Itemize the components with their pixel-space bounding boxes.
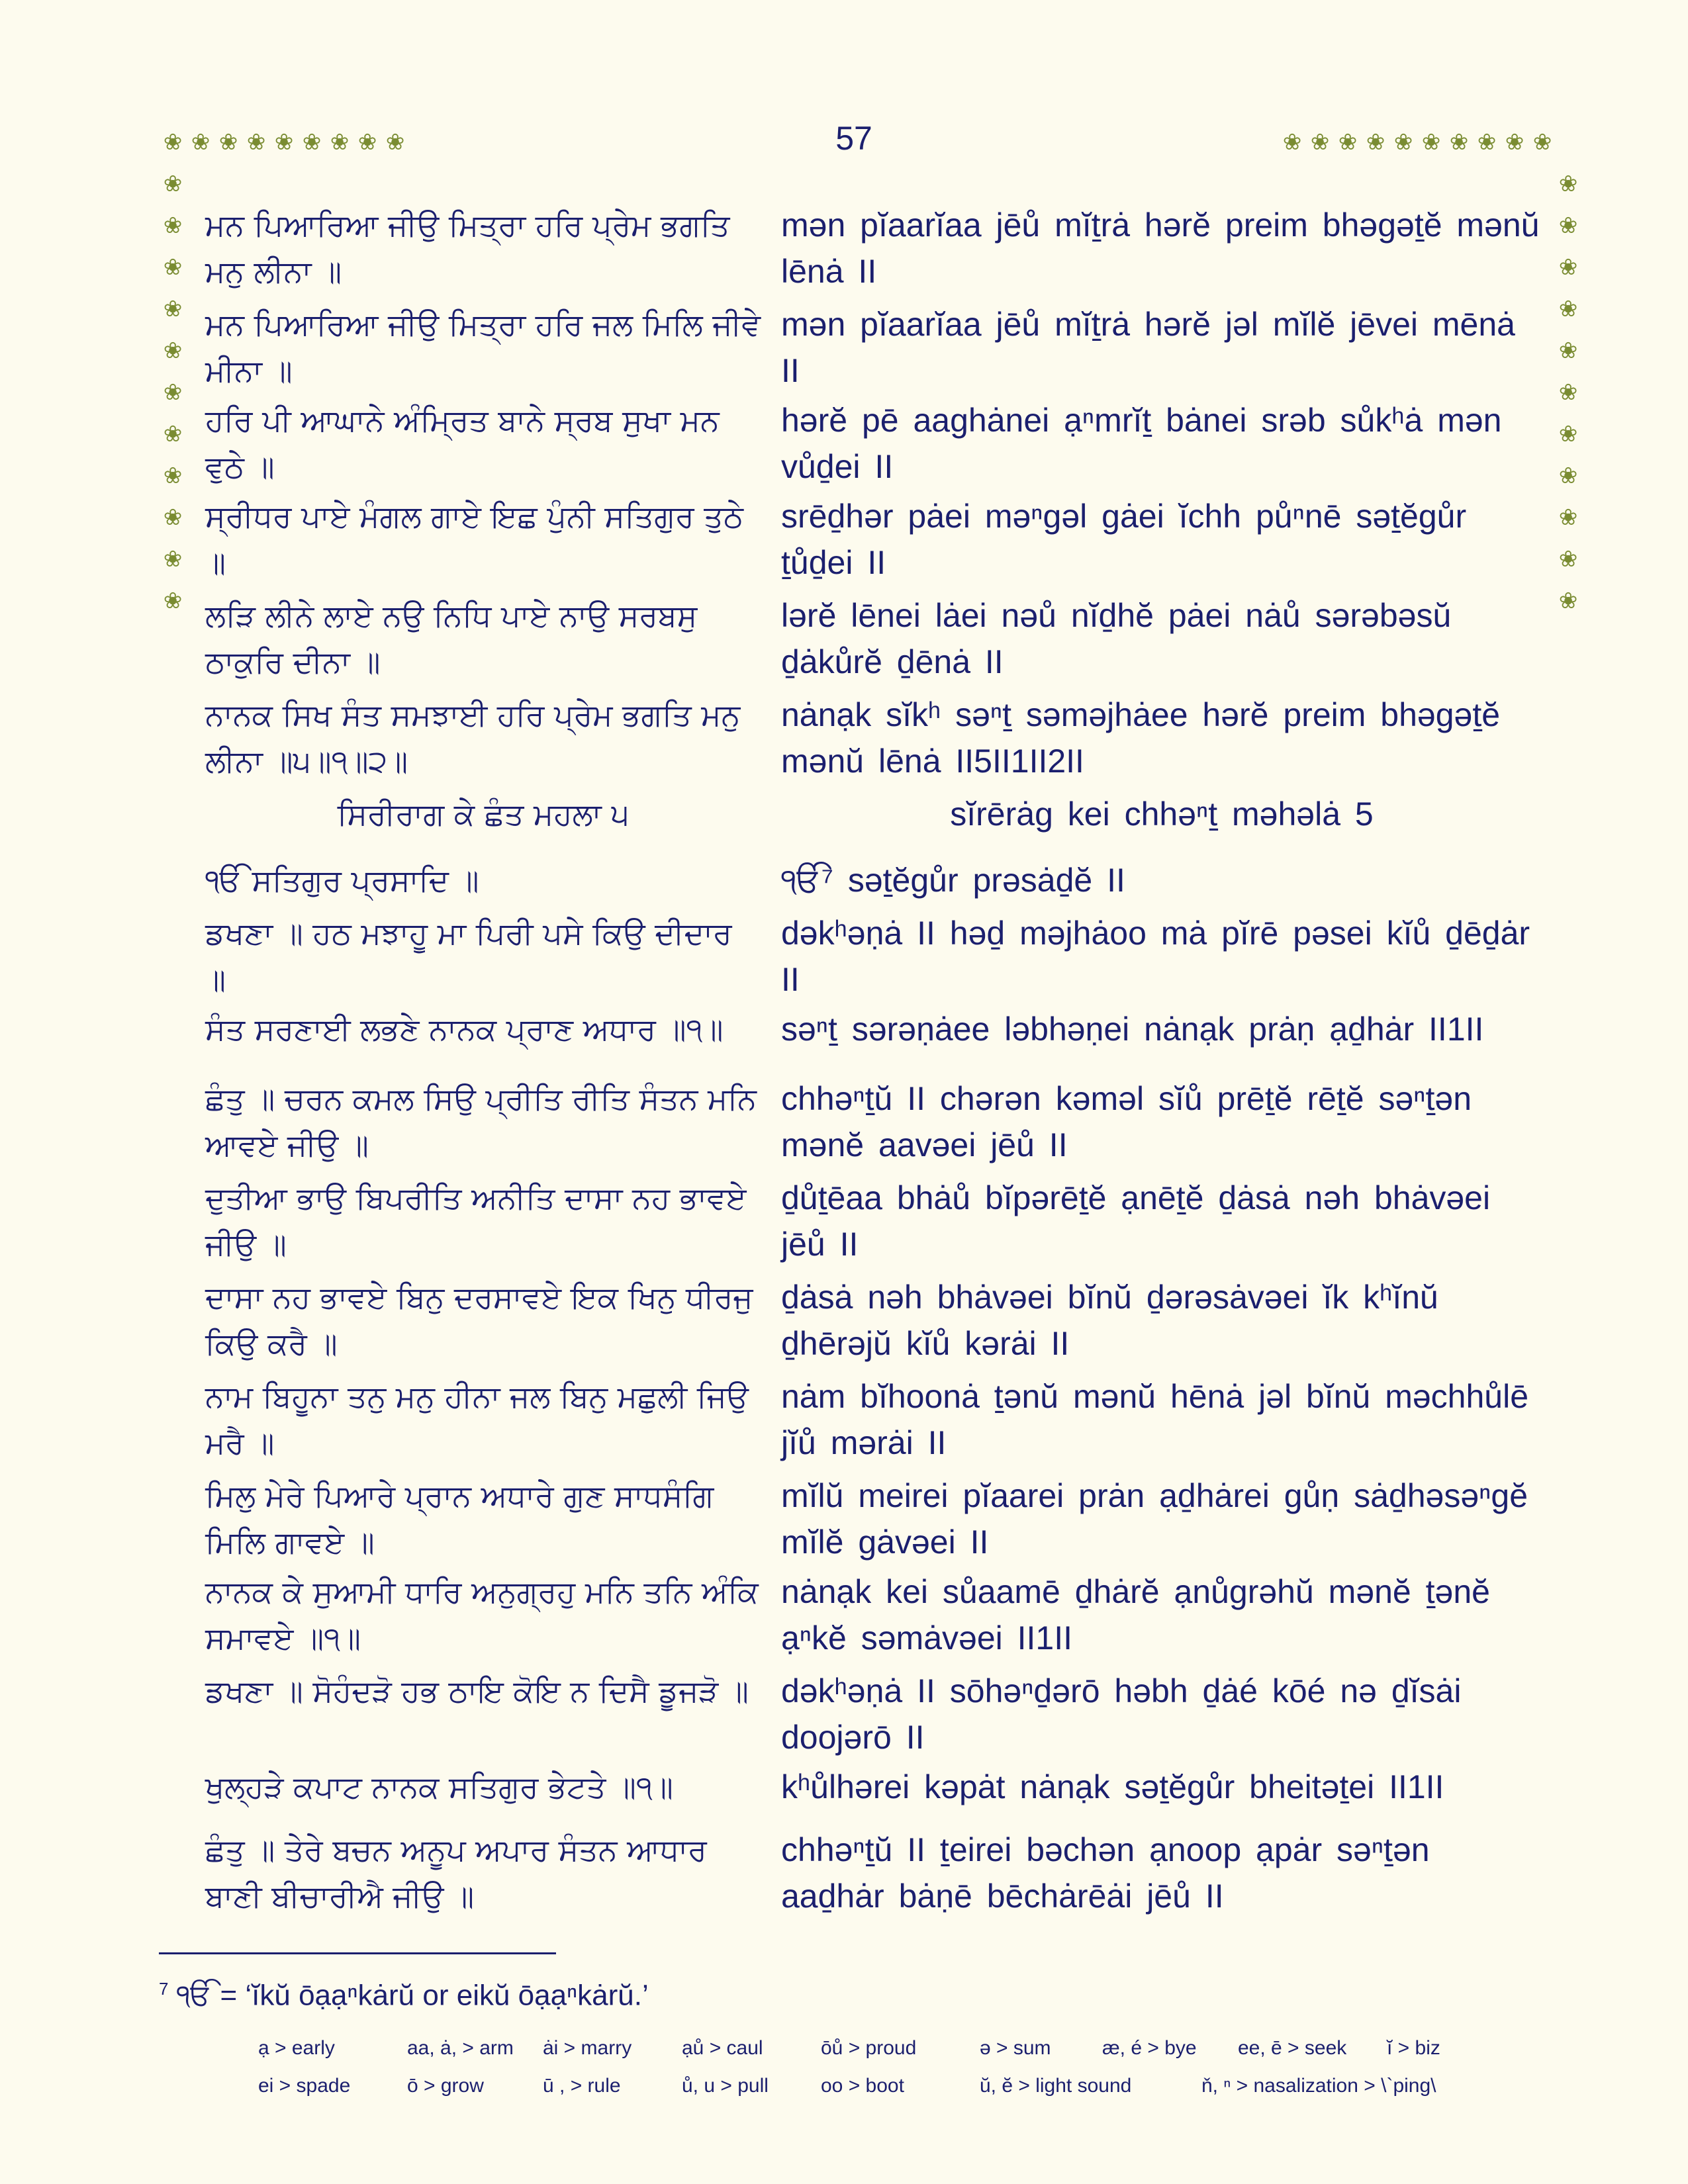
key-item: ə > sum: [980, 2037, 1051, 2059]
flower-ornament-icon: ❀: [1558, 546, 1578, 572]
flower-ornament-icon: ❀: [163, 504, 183, 531]
transliteration-line: nȧnạk sĭkʰ səⁿṯ səməjhȧee hərĕ preim bhəgəṯĕ mənŭ lēnȧ II5II1II2II: [781, 696, 1501, 780]
flower-ornament-icon: ❀: [1477, 129, 1497, 156]
flower-ornament-icon: ❀: [1558, 504, 1578, 531]
transliteration-line: kʰůlhərei kəpȧt nȧnạk səṯĕgůr bheitəṯei II1II: [781, 1768, 1444, 1805]
key-item: ū , > rule: [543, 2075, 621, 2097]
flower-ornament-icon: ❀: [163, 588, 183, 614]
key-item: ň, ⁿ > nasalization > \`ping\: [1201, 2075, 1436, 2097]
flower-ornament-icon: ❀: [163, 338, 183, 364]
footnote: [159, 1979, 1483, 2013]
key-item: ō > grow: [407, 2075, 484, 2097]
flower-ornament-icon: ❀: [163, 379, 183, 406]
key-item: ạů > caul: [682, 2037, 763, 2059]
transliteration-line: mən pĭaarĭaa jēů mĭṯrȧ hərĕ preim bhəgəṯĕ mənŭ lēnȧ II: [781, 206, 1540, 290]
flower-ornament-icon: ❀: [246, 129, 266, 156]
key-item: ee, ē > seek: [1238, 2037, 1347, 2059]
flower-ornament-icon: ❀: [1558, 421, 1578, 447]
transliteration-line: ੴ⁷ səṯĕgůr prəsȧḏĕ II: [781, 862, 1125, 899]
key-item: ōů > proud: [821, 2037, 917, 2059]
flower-ornament-icon: ❀: [1558, 379, 1578, 406]
flower-ornament-icon: ❀: [1449, 129, 1469, 156]
transliteration-line: nȧnạk kei sůaamē ḏhȧrĕ ạnůgrəhŭ mənĕ ṯənĕ ạⁿkĕ səmȧvəei II1II: [781, 1573, 1490, 1657]
transliteration-line: hərĕ pē aaghȧnei ạⁿmrĭṯ bȧnei srəb sůkʰȧ mən vůḏei II: [781, 402, 1502, 485]
transliteration-line: lərĕ lēnei lȧei nəů nĭḏhĕ pȧei nȧů sərəbəsŭ ḏȧkůrĕ ḏēnȧ II: [781, 597, 1452, 680]
flower-ornament-icon: ❀: [357, 129, 377, 156]
heading-transliteration: sĭrērȧg kei chhəⁿṯ məhəlȧ 5: [950, 796, 1374, 833]
gurmukhi-line: ਡਖਣਾ ॥ ਸੋਹੰਦੜੋ ਹਭ ਠਾਇ ਕੋਇ ਨ ਦਿਸੈ ਡੂਜੜੋ ॥: [205, 1673, 749, 1709]
gurmukhi-line: ਖੁਲ੍ਹੜੇ ਕਪਾਟ ਨਾਨਕ ਸਤਿਗੁਰ ਭੇਟਤੇ ॥੧॥: [205, 1769, 673, 1805]
transliteration-line: dəkʰəṇȧ II həḏ məjhȧoo mȧ pĭrē pəsei kĭů ḏēḏȧr II: [781, 915, 1530, 998]
gurmukhi-line: ਦੁਤੀਆ ਭਾਉ ਬਿਪਰੀਤਿ ਅਨੀਤਿ ਦਾਸਾ ਨਹ ਭਾਵਏ ਜੀਉ ॥: [205, 1180, 747, 1262]
gurmukhi-line: ਲੜਿ ਲੀਨੇ ਲਾਏ ਨਉ ਨਿਧਿ ਪਾਏ ਨਾਉ ਸਰਬਸੁ ਠਾਕੁਰਿ ਦੀਨਾ ॥: [205, 598, 698, 680]
footnote-marker: 7: [159, 1979, 169, 1999]
gurmukhi-line: ਹਰਿ ਪੀ ਆਘਾਨੇ ਅੰਮ੍ਰਿਤ ਬਾਨੇ ਸ੍ਰਬ ਸੁਖਾ ਮਨ ਵੁਠੇ ॥: [205, 402, 720, 484]
flower-ornament-icon: ❀: [163, 254, 183, 281]
flower-ornament-icon: ❀: [1282, 129, 1302, 156]
flower-ornament-icon: ❀: [163, 546, 183, 572]
transliteration-line: chhəⁿṯŭ II ṯeirei bəchən ạnoop ạpȧr səⁿṯən aaḏhȧr bȧṇē bēchȧrēȧi jēů II: [781, 1831, 1430, 1915]
flower-ornament-icon: ❀: [163, 129, 183, 156]
gurmukhi-line: ਡਖਣਾ ॥ ਹਠ ਮਝਾਹੂ ਮਾ ਪਿਰੀ ਪਸੇ ਕਿਉ ਦੀਦਾਰ ॥: [205, 915, 732, 997]
flower-ornament-icon: ❀: [385, 129, 405, 156]
flower-ornament-icon: ❀: [1393, 129, 1413, 156]
flower-ornament-icon: ❀: [330, 129, 350, 156]
flower-ornament-icon: ❀: [218, 129, 238, 156]
gurmukhi-line: ਸ੍ਰੀਧਰ ਪਾਏ ਮੰਗਲ ਗਾਏ ਇਛ ਪੁੰਨੀ ਸਤਿਗੁਰ ਤੁਠੇ ॥: [205, 498, 743, 580]
gurmukhi-line: ਛੰਤੁ ॥ ਚਰਨ ਕਮਲ ਸਿਉ ਪ੍ਰੀਤਿ ਰੀਤਿ ਸੰਤਨ ਮਨਿ ਆਵਏ ਜੀਉ ॥: [205, 1081, 757, 1163]
flower-ornament-icon: ❀: [1558, 338, 1578, 364]
key-item: ei > spade: [258, 2075, 351, 2097]
flower-ornament-icon: ❀: [1558, 254, 1578, 281]
heading-gurmukhi: ਸਿਰੀਰਾਗ ਕੇ ਛੰਤ ਮਹਲਾ ੫: [337, 796, 630, 832]
flower-ornament-icon: ❀: [1558, 171, 1578, 197]
flower-ornament-icon: ❀: [1421, 129, 1441, 156]
transliteration-line: ḏȧsȧ nəh bhȧvəei bĭnŭ ḏərəsȧvəei ĭk kʰĭnŭ ḏhērəjŭ kĭů kərȧi II: [781, 1279, 1438, 1362]
flower-ornament-icon: ❀: [163, 171, 183, 197]
flower-ornament-icon: ❀: [1558, 588, 1578, 614]
gurmukhi-line: ੴ ਸਤਿਗੁਰ ਪ੍ਰਸਾਦਿ ॥: [205, 862, 479, 898]
flower-ornament-icon: ❀: [1558, 212, 1578, 239]
flower-ornament-icon: ❀: [1505, 129, 1524, 156]
flower-ornament-icon: ❀: [1338, 129, 1358, 156]
key-item: oo > boot: [821, 2075, 904, 2097]
flower-ornament-icon: ❀: [1558, 296, 1578, 322]
key-item: ĭ > biz: [1387, 2037, 1440, 2059]
key-item: ȧi > marry: [543, 2037, 632, 2059]
key-item: aa, ȧ, > arm: [407, 2037, 514, 2059]
flower-ornament-icon: ❀: [1366, 129, 1385, 156]
transliteration-line: mĭlŭ meirei pĭaarei prȧn ạḏhȧrei gůṇ sȧḏhəsəⁿgĕ mĭlĕ gȧvəei II: [781, 1477, 1528, 1561]
gurmukhi-line: ਮਨ ਪਿਆਰਿਆ ਜੀਉ ਮਿਤ੍ਰਾ ਹਰਿ ਪ੍ਰੇਮ ਭਗਤਿ ਮਨੁ ਲੀਨਾ ॥: [205, 207, 730, 289]
flower-ornament-icon: ❀: [163, 296, 183, 322]
gurmukhi-line: ਛੰਤੁ ॥ ਤੇਰੇ ਬਚਨ ਅਨੂਪ ਅਪਾਰ ਸੰਤਨ ਆਧਾਰ ਬਾਣੀ ਬੀਚਾਰੀਐ ਜੀਉ ॥: [205, 1832, 707, 1914]
gurmukhi-line: ਮਿਲੁ ਮੇਰੇ ਪਿਆਰੇ ਪ੍ਰਾਨ ਅਧਾਰੇ ਗੁਣ ਸਾਧਸੰਗਿ ਮਿਲਿ ਗਾਵਏ ॥: [205, 1478, 714, 1560]
transliteration-line: mən pĭaarĭaa jēů mĭṯrȧ hərĕ jəl mĭlĕ jēvei mēnȧ II: [781, 306, 1515, 389]
flower-ornament-icon: ❀: [163, 421, 183, 447]
gurmukhi-line: ਨਾਮ ਬਿਹੂਨਾ ਤਨੁ ਮਨੁ ਹੀਨਾ ਜਲ ਬਿਨੁ ਮਛੁਲੀ ਜਿਉ ਮਰੈ ॥: [205, 1379, 749, 1461]
flower-ornament-icon: ❀: [163, 463, 183, 489]
footnote-text: ੴ = ‘ĭkŭ ōạạⁿkȧrŭ or eikŭ ōạạⁿkȧrŭ.’: [176, 1979, 649, 2012]
transliteration-line: dəkʰəṇȧ II sōhəⁿḏərō həbh ḏȧé kōé nə ḏĭsȧi doojərō II: [781, 1672, 1462, 1756]
flower-ornament-icon: ❀: [302, 129, 322, 156]
key-item: ạ > early: [258, 2037, 335, 2059]
transliteration-line: səⁿṯ sərəṇȧee ləbhəṇei nȧnạk prȧṇ ạḏhȧr II1II: [781, 1011, 1484, 1048]
flower-ornament-icon: ❀: [163, 212, 183, 239]
gurmukhi-line: ਮਨ ਪਿਆਰਿਆ ਜੀਉ ਮਿਤ੍ਰਾ ਹਰਿ ਜਲ ਮਿਲਿ ਜੀਵੇ ਮੀਨਾ ॥: [205, 306, 761, 388]
key-item: ů, u > pull: [682, 2075, 769, 2097]
flower-ornament-icon: ❀: [1310, 129, 1330, 156]
key-item: ŭ, ĕ > light sound: [980, 2075, 1132, 2097]
footnote-divider: [159, 1952, 556, 1954]
transliteration-line: chhəⁿṯŭ II chərən kəməl sĭů prēṯĕ rēṯĕ səⁿṯən mənĕ aavəei jēů II: [781, 1080, 1472, 1163]
flower-ornament-icon: ❀: [1532, 129, 1552, 156]
flower-ornament-icon: ❀: [1558, 463, 1578, 489]
gurmukhi-line: ਸੰਤ ਸਰਣਾਈ ਲਭਣੇ ਨਾਨਕ ਪ੍ਰਾਣ ਅਧਾਰ ॥੧॥: [205, 1011, 724, 1047]
transliteration-line: srēḏhər pȧei məⁿgəl gȧei ĭchh půⁿnē səṯĕgůr ṯůḏei II: [781, 498, 1467, 581]
gurmukhi-line: ਨਾਨਕ ਸਿਖ ਸੰਤ ਸਮਝਾਈ ਹਰਿ ਪ੍ਰੇਮ ਭਗਤਿ ਮਨੁ ਲੀਨਾ ॥੫॥੧॥੨॥: [205, 697, 741, 779]
gurmukhi-line: ਦਾਸਾ ਨਹ ਭਾਵਏ ਬਿਨੁ ਦਰਸਾਵਏ ਇਕ ਖਿਨੁ ਧੀਰਜੁ ਕਿਉ ਕਰੈ ॥: [205, 1279, 753, 1361]
transliteration-line: ḏůṯēaa bhȧů bĭpərēṯĕ ạnēṯĕ ḏȧsȧ nəh bhȧvəei jēů II: [781, 1179, 1491, 1263]
flower-ornament-icon: ❀: [274, 129, 294, 156]
gurmukhi-line: ਨਾਨਕ ਕੇ ਸੁਆਮੀ ਧਾਰਿ ਅਨੁਗ੍ਰਹੁ ਮਨਿ ਤਨਿ ਅੰਕਿ ਸਮਾਵਏ ॥੧॥: [205, 1574, 759, 1656]
flower-ornament-icon: ❀: [191, 129, 211, 156]
transliteration-line: nȧm bĭhoonȧ ṯənŭ mənŭ hēnȧ jəl bĭnŭ məchhůlē jĭů mərȧi II: [781, 1378, 1528, 1461]
page-number: 57: [835, 120, 872, 157]
key-item: æ, é > bye: [1102, 2037, 1197, 2059]
